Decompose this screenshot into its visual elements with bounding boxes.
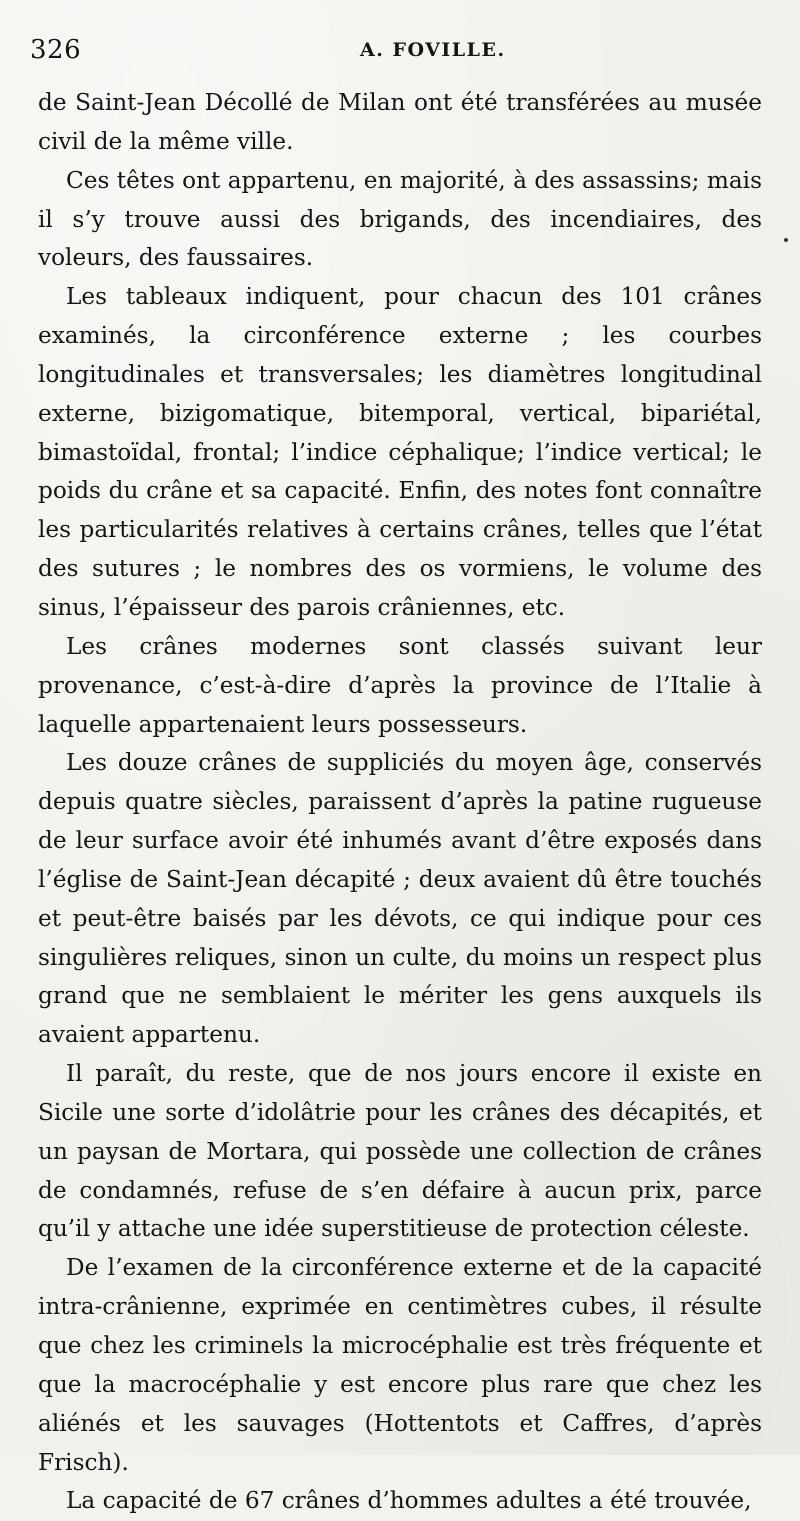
body-text xyxy=(38,84,762,1521)
paragraph: La capacité de 67 crânes d’hommes adultes a été trouvée, xyxy=(66,1487,752,1515)
page-header xyxy=(30,35,770,71)
paragraph: De l’examen de la circonférence externe et de la capacité intra-crânienne, exprimée en centimètres cubes, il résulte que chez les criminels la microcéphalie est très fréquente et que la macrocéphalie y est encore plus rare que chez les aliénés et les sauvages (Hottentots et Caffres, d’après Frisch). xyxy=(38,1254,762,1476)
page-number: 326 xyxy=(30,35,82,65)
paragraph-continued: de Saint-Jean Décollé de Milan ont été transférées au musée civil de la même ville. xyxy=(38,89,762,155)
ink-spot xyxy=(784,238,788,242)
running-head: A. FOVILLE. xyxy=(360,39,506,61)
paragraph: Il paraît, du reste, que de nos jours encore il existe en Sicile une sorte d’idolâtrie pour les crânes des décapités, et un paysan de Mortara, qui possède une collection de crânes de condamnés, refuse de s’en défaire à aucun prix, parce qu’il y attache une idée superstitieuse de protection céleste. xyxy=(38,1060,762,1243)
paragraph: Les tableaux indiquent, pour chacun des 101 crânes examinés, la circonférence externe ; les courbes longitudinales et transversales; les diamètres longitudinal externe, bizigomatique, bitemporal, vertical, bipariétal, bimastoïdal, frontal; l’indice céphalique; l’indice vertical; le poids du crâne et sa capacité. Enfin, des notes font connaître les particularités relatives à certains crânes, telles que l’état des sutures ; le nombres des os vormiens, le volume des sinus, l’épaisseur des parois crâniennes, etc. xyxy=(38,283,762,621)
paragraph: Les douze crânes de suppliciés du moyen âge, conservés depuis quatre siècles, paraissent d’après la patine rugueuse de leur surface avoir été inhumés avant d’être exposés dans l’église de Saint-Jean décapité ; deux avaient dû être touchés et peut-être baisés par les dévots, ce qui indique pour ces singulières reliques, sinon un culte, du moins un respect plus grand que ne semblaient le mériter les gens auxquels ils avaient appartenu. xyxy=(38,749,762,1049)
paragraph: Ces têtes ont appartenu, en majorité, à des assassins; mais il s’y trouve aussi des brigands, des incendiaires, des voleurs, des faussaires. xyxy=(38,166,762,272)
paragraph: Les crânes modernes sont classés suivant leur provenance, c’est-à-dire d’après la province de l’Italie à laquelle appartenaient leurs possesseurs. xyxy=(38,632,762,738)
